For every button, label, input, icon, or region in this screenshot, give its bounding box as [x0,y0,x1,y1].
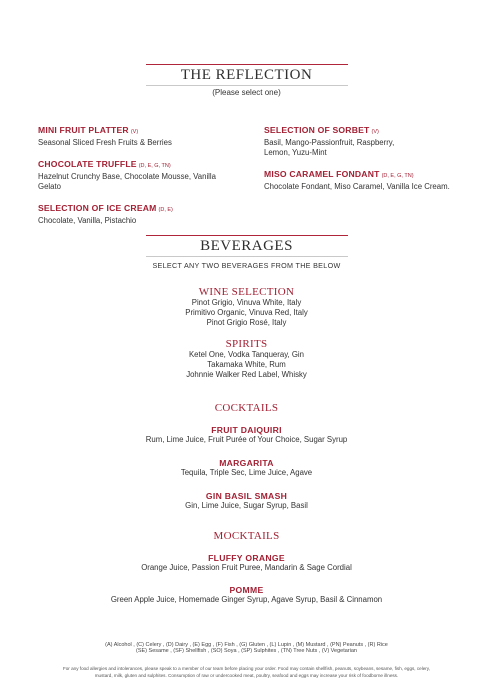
cocktail-name: MARGARITA [219,458,274,468]
mocktails-heading: MOCKTAILS [213,530,280,542]
reflection-top-rule [146,64,348,65]
reflection-title: THE REFLECTION [180,67,313,83]
spirits-line: Johnnie Walker Red Label, Whisky [186,370,307,379]
cocktail-item [0,425,493,445]
allergen-codes: (D, E, G, TN) [381,173,414,179]
cocktails-heading: COCKTAILS [214,402,279,414]
dessert-name: SELECTION OF ICE CREAM [38,203,157,213]
dessert-description: Seasonal Sliced Fresh Fruits & Berries [38,138,172,147]
wine-line: Pinot Grigio, Vinuva White, Italy [191,298,302,307]
dessert-item [264,120,484,158]
mocktail-name: POMME [229,585,264,595]
dessert-description: Chocolate, Vanilla, Pistachio [38,216,137,225]
dessert-name: SELECTION OF SORBET [264,125,370,135]
dessert-item [38,120,258,148]
mocktail-name: FLUFFY ORANGE [208,553,285,563]
dessert-name: MINI FRUIT PLATTER [38,125,129,135]
allergy-notice [0,665,493,679]
allergen-codes: (D, E) [158,207,173,213]
cocktail-description: Rum, Lime Juice, Fruit Purée of Your Choice, Sugar Syrup [145,435,348,444]
dessert-item [264,164,484,192]
mocktail-item [0,585,493,605]
dessert-name: CHOCOLATE TRUFFLE [38,159,137,169]
spirits-title: SPIRITS [225,338,268,350]
allergen-codes: (V) [130,129,139,135]
dessert-description: Gelato [38,182,61,191]
cocktail-item [0,491,493,511]
cocktail-name: GIN BASIL SMASH [205,491,288,501]
dessert-description: Basil, Mango-Passionfruit, Raspberry, [264,138,395,147]
dessert-description: Chocolate Fondant, Miso Caramel, Vanilla Ice Cream. [264,182,450,191]
beverages-subtitle: SELECT ANY TWO BEVERAGES FROM THE BELOW [152,261,341,270]
mocktail-description: Orange Juice, Passion Fruit Puree, Mandarin & Sage Cordial [141,563,352,572]
allergen-key-line: (SE) Sesame , (SF) Shellfish , (SO) Soya , (SP) Sulphites , (TN) Tree Nuts , (V) Vegetarian [136,648,357,654]
allergen-codes: (D, E, G, TN) [138,163,171,169]
beverages-top-rule [146,235,348,236]
dessert-item [38,154,258,192]
dessert-description: Lemon, Yuzu-Mint [264,148,327,157]
reflection-right-column [264,120,484,198]
cocktail-item [0,458,493,478]
cocktail-description: Tequila, Triple Sec, Lime Juice, Agave [180,468,313,477]
mocktails-title [0,530,493,542]
cocktails-title [0,402,493,414]
cocktail-name: FRUIT DAIQUIRI [211,425,282,435]
wine-line: Primitivo Organic, Vinuva Red, Italy [185,308,308,317]
spirits-line: Takamaka White, Rum [207,360,286,369]
mocktail-description: Green Apple Juice, Homemade Ginger Syrup, Agave Syrup, Basil & Cinnamon [110,595,383,604]
beverages-title: BEVERAGES [200,238,293,254]
allergen-codes: (V) [371,129,379,135]
reflection-subtitle: (Please select one) [212,88,281,97]
wine-section [0,286,493,328]
mocktail-item [0,553,493,573]
dessert-item [38,198,258,226]
cocktail-description: Gin, Lime Juice, Sugar Syrup, Basil [185,501,308,510]
reflection-left-column [38,120,258,232]
dessert-name: MISO CARAMEL FONDANT [264,169,380,179]
beverages-bottom-rule [146,256,348,257]
allergy-notice-line: For any food allergies and intolerances, please speak to a member of our team before placing your order. Food may contain shellfish, peanuts, soybeans, sesame, fish, eggs, celery, [62,666,431,671]
spirits-line: Ketel One, Vodka Tanqueray, Gin [188,350,304,359]
allergen-key-line: (A) Alcohol , (C) Celery , (D) Dairy , (E) Egg , (F) Fish , (G) Gluten , (L) Lupin , (M) Mustard , (PN) Peanuts , (R) Rice [105,642,388,648]
allergen-key [0,642,493,654]
wine-title: WINE SELECTION [198,286,295,298]
dessert-description: Hazelnut Crunchy Base, Chocolate Mousse, Vanilla [38,172,216,181]
allergy-notice-line: mustard, milk, gluten and sulphites. Consumption of raw or undercooked meat, poultry, seafood and eggs may increase your risk of foodborne illness. [94,673,399,678]
wine-line: Pinot Grigio Rosé, Italy [206,318,287,327]
reflection-bottom-rule [146,85,348,86]
spirits-section [0,338,493,380]
